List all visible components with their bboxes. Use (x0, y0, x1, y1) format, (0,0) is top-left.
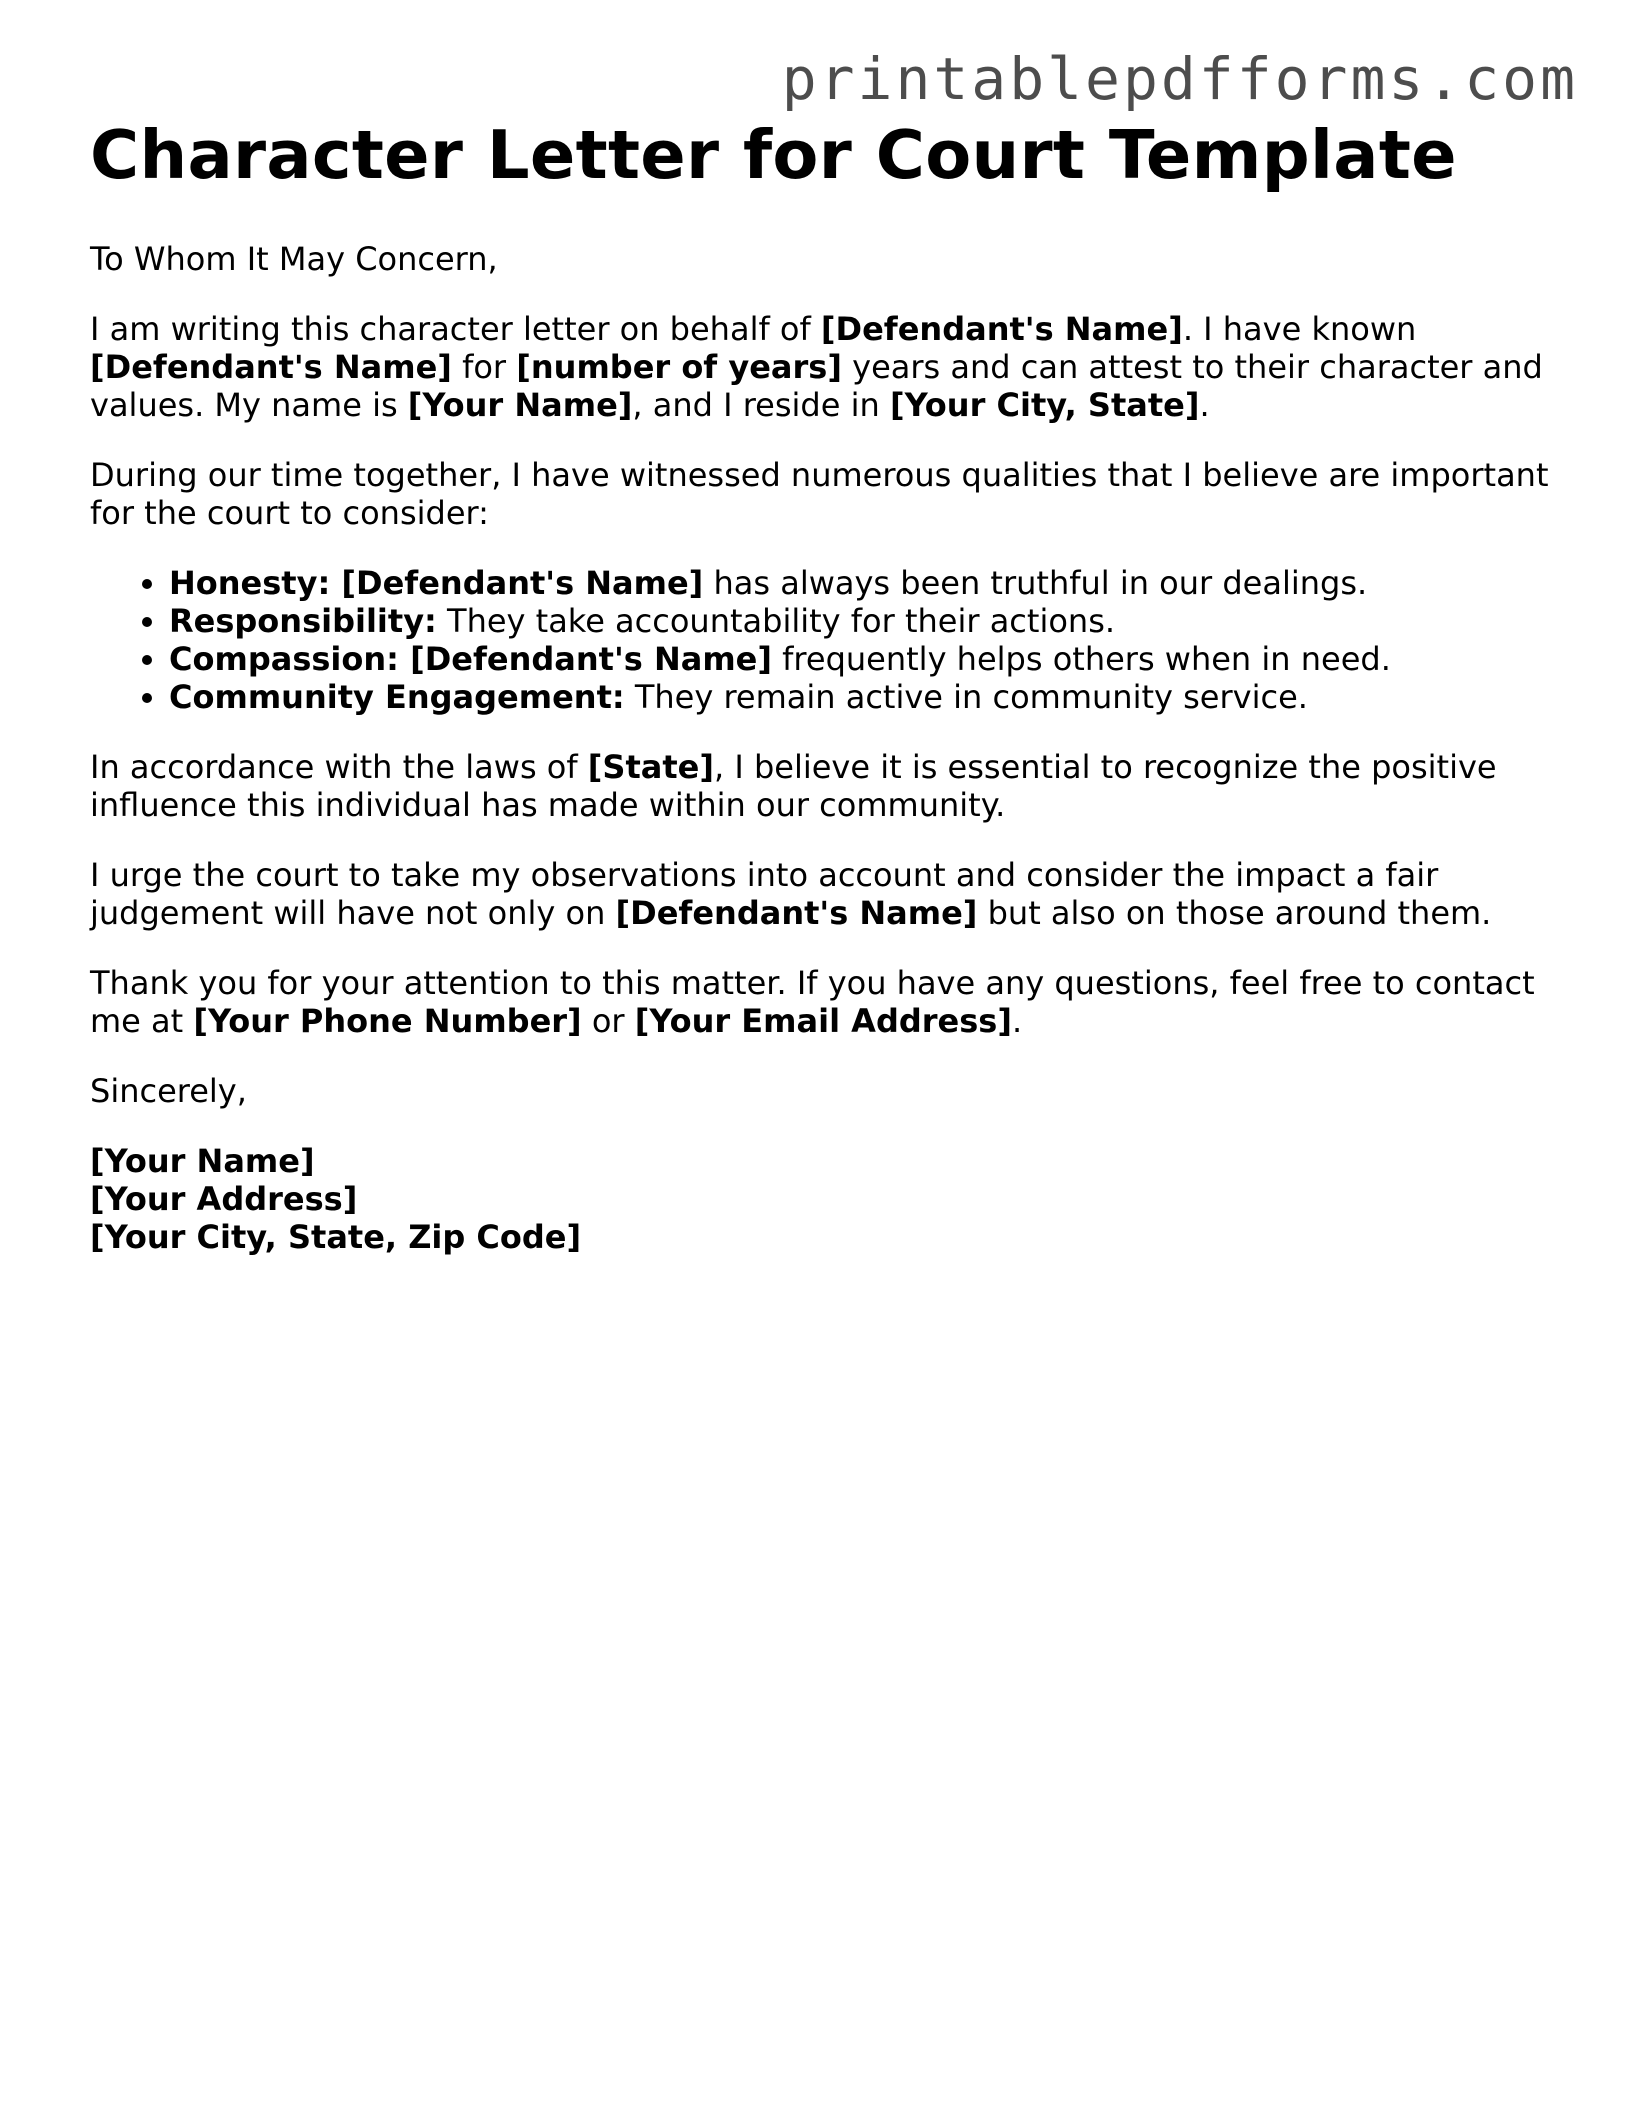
page-title: Character Letter for Court Template (90, 116, 1457, 194)
quality-text: They remain active in community service. (624, 678, 1308, 716)
laws-paragraph (90, 748, 1570, 824)
urge-paragraph (90, 856, 1570, 932)
signature-block (90, 1142, 1570, 1256)
text-span: but also on those around them. (977, 894, 1492, 932)
quality-text: They take accountability for their actions. (436, 602, 1116, 640)
text-span: I am writing this character letter on behalf of (90, 310, 821, 348)
greeting: To Whom It May Concern, (90, 240, 498, 278)
list-item (169, 602, 1570, 640)
qualities-intro-paragraph: During our time together, I have witnessed numerous qualities that I believe are important for the court to consider: (90, 456, 1549, 532)
watermark: printablepdfforms.com (781, 45, 1578, 113)
text-span: Thank you for your attention to this matter. If you have any questions, feel free to contact me at (90, 964, 1535, 1040)
placeholder-number-of-years: [number of years] (516, 348, 842, 386)
placeholder-email-address: [Your Email Address] (634, 1002, 1012, 1040)
list-item (169, 564, 1570, 602)
quality-label: Honesty: [Defendant's Name] (169, 564, 704, 602)
text-span: , and I reside in (632, 386, 890, 424)
placeholder-defendant-name: [Defendant's Name] (820, 310, 1183, 348)
qualities-list (90, 564, 1570, 716)
quality-label: Community Engagement: (169, 678, 625, 716)
quality-text: frequently helps others when in need. (771, 640, 1391, 678)
placeholder-your-name: [Your Name] (407, 386, 633, 424)
signature-address: [Your Address] (90, 1180, 358, 1218)
quality-label: Compassion: [Defendant's Name] (169, 640, 772, 678)
placeholder-defendant-name: [Defendant's Name] (90, 348, 452, 386)
text-span: or (581, 1002, 635, 1040)
placeholder-phone-number: [Your Phone Number] (193, 1002, 582, 1040)
quality-label: Responsibility: (169, 602, 437, 640)
contact-paragraph (90, 964, 1570, 1040)
signature-name: [Your Name] (90, 1142, 315, 1180)
placeholder-your-city-state: [Your City, State] (889, 386, 1200, 424)
letter-page (90, 112, 1570, 1256)
text-span: I urge the court to take my observations into account and consider the impact a fair judgement will have not only on (90, 856, 1439, 932)
text-span: years and can attest to their character and values. My name is (90, 348, 1543, 424)
text-span: In accordance with the laws of (90, 748, 588, 786)
signature-city-state-zip: [Your City, State, Zip Code] (90, 1218, 582, 1256)
list-item (169, 678, 1570, 716)
text-span: for (451, 348, 517, 386)
text-span: . I have known (1182, 310, 1417, 348)
text-span: . (1011, 1002, 1023, 1040)
text-span: , I believe it is essential to recognize the positive influence this individual has made within our community. (90, 748, 1497, 824)
list-item (169, 640, 1570, 678)
placeholder-defendant-name: [Defendant's Name] (615, 894, 978, 932)
closing: Sincerely, (90, 1072, 247, 1110)
text-span: . (1199, 386, 1210, 424)
quality-text: has always been truthful in our dealings. (703, 564, 1368, 602)
placeholder-state: [State] (587, 748, 714, 786)
intro-paragraph (90, 310, 1570, 424)
